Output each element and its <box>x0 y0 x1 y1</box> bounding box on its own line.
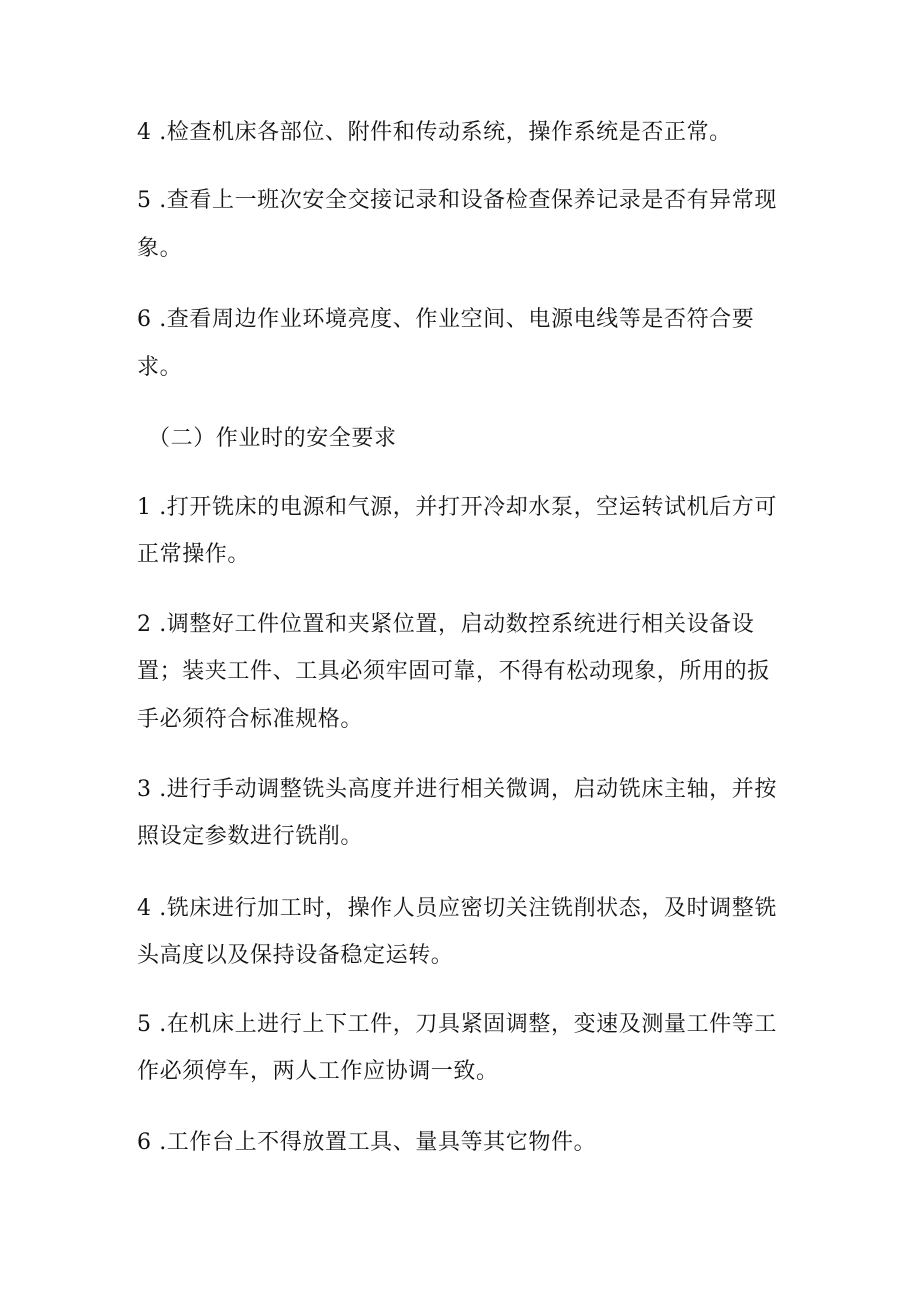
op-item-1-line-2: 正常操作。 <box>137 542 251 567</box>
item-5-line-1: 5 .查看上一班次安全交接记录和设备检查保养记录是否有异常现 <box>137 188 777 213</box>
item-6-line-2: 求。 <box>137 355 183 380</box>
section-heading: （二）作业时的安全要求 <box>148 426 397 451</box>
op-item-5-line-1: 5 .在机床上进行上下工件，刀具紧固调整，变速及测量工件等工 <box>137 1012 777 1037</box>
op-item-4-line-1: 4 .铣床进行加工时，操作人员应密切关注铣削状态，及时调整铣 <box>137 896 777 921</box>
op-item-3-line-2: 照设定参数进行铣削。 <box>137 824 364 849</box>
item-5-line-2: 象。 <box>137 236 183 261</box>
op-item-4-line-2: 头高度以及保持设备稳定运转。 <box>137 943 454 968</box>
item-4-line-1: 4 .检查机床各部位、附件和传动系统，操作系统是否正常。 <box>137 120 732 145</box>
op-item-2-line-3: 手必须符合标准规格。 <box>137 707 364 732</box>
op-item-2-line-2: 置；装夹工件、工具必须牢固可靠，不得有松动现象，所用的扳 <box>137 659 770 684</box>
op-item-6-line-1: 6 .工作台上不得放置工具、量具等其它物件。 <box>137 1130 597 1155</box>
op-item-1-line-1: 1 .打开铣床的电源和气源，并打开冷却水泵，空运转试机后方可 <box>137 495 777 520</box>
item-6-line-1: 6 .查看周边作业环境亮度、作业空间、电源电线等是否符合要 <box>137 307 755 332</box>
op-item-2-line-1: 2 .调整好工件位置和夹紧位置，启动数控系统进行相关设备设 <box>137 612 755 637</box>
op-item-5-line-2: 作必须停车，两人工作应协调一致。 <box>137 1059 499 1084</box>
op-item-3-line-1: 3 .进行手动调整铣头高度并进行相关微调，启动铣床主轴，并按 <box>137 777 777 802</box>
